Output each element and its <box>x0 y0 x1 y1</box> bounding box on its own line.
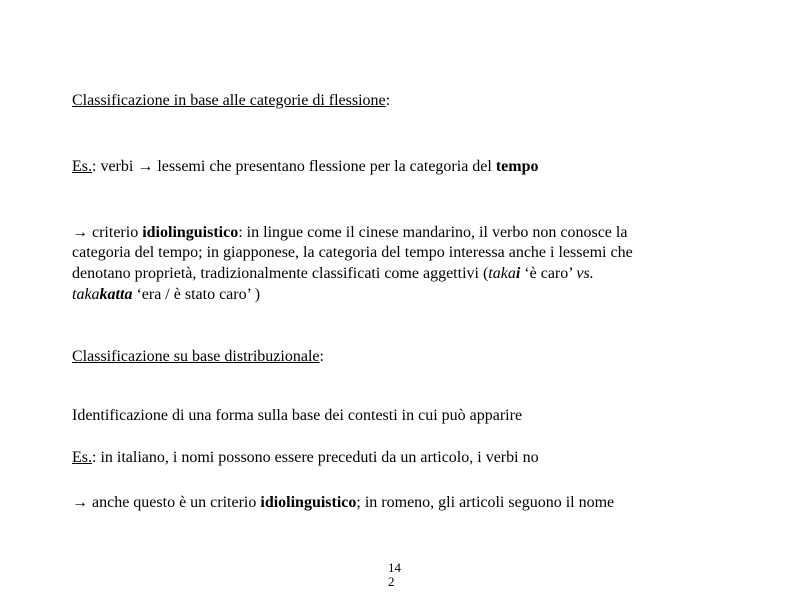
criterio-articoli-bold: idiolinguistico <box>260 494 357 511</box>
criterio-tempo-line-2 <box>72 243 633 263</box>
heading-distribuzionale-colon: : <box>319 348 324 365</box>
criterio-articoli-text: → anche questo è un criterio <box>72 494 261 511</box>
japanese-word: taka <box>72 286 100 303</box>
example-verbi-bold: tempo <box>495 158 539 175</box>
example-nomi-text: : in italiano, i nomi possono essere preceduti da un articolo, i verbi no <box>92 449 539 466</box>
japanese-suffix: katta <box>99 286 133 303</box>
example-verbi <box>72 157 539 177</box>
criterio-tempo-text: ‘era / è stato caro’ ) <box>132 286 261 303</box>
criterio-tempo-text: : in lingue come il cinese mandarino, il verbo non conosce la <box>238 224 628 241</box>
example-label: Es. <box>72 449 92 466</box>
japanese-word: taka <box>488 265 516 282</box>
heading-flessione-colon: : <box>385 92 391 109</box>
criterio-tempo-text: ‘è caro’ <box>520 265 577 282</box>
definizione <box>72 406 522 426</box>
japanese-suffix: i <box>515 265 521 282</box>
example-label: Es. <box>72 158 92 175</box>
heading-distribuzionale <box>72 347 324 367</box>
criterio-articoli <box>72 493 614 513</box>
criterio-tempo-bold: idiolinguistico <box>142 224 239 241</box>
criterio-articoli-text: ; in romeno, gli articoli seguono il nome <box>356 494 615 511</box>
definizione-text: Identificazione di una forma sulla base dei contesti in cui può apparire <box>72 407 523 424</box>
example-verbi-text: : verbi → lessemi che presentano flessione per la categoria del <box>92 158 496 175</box>
criterio-tempo-text: categoria del tempo; in giapponese, la categoria del tempo interessa anche i lessemi che <box>72 244 633 261</box>
criterio-tempo-line-1 <box>72 223 627 243</box>
page-number-line-1: 14 <box>388 560 401 575</box>
example-nomi <box>72 448 539 468</box>
page-number <box>388 561 408 589</box>
criterio-tempo-line-4 <box>72 285 260 305</box>
page-number-line-2: 2 <box>388 574 395 589</box>
heading-flessione-text: Classificazione in base alle categorie di flessione <box>72 92 386 109</box>
criterio-tempo-line-3 <box>72 264 594 284</box>
heading-distribuzionale-text: Classificazione su base distribuzionale <box>72 348 320 365</box>
criterio-tempo-text: → criterio <box>72 224 143 241</box>
heading-flessione <box>72 91 390 111</box>
vs-text: vs. <box>576 265 594 282</box>
criterio-tempo-text: denotano proprietà, tradizionalmente classificati come aggettivi ( <box>72 265 489 282</box>
